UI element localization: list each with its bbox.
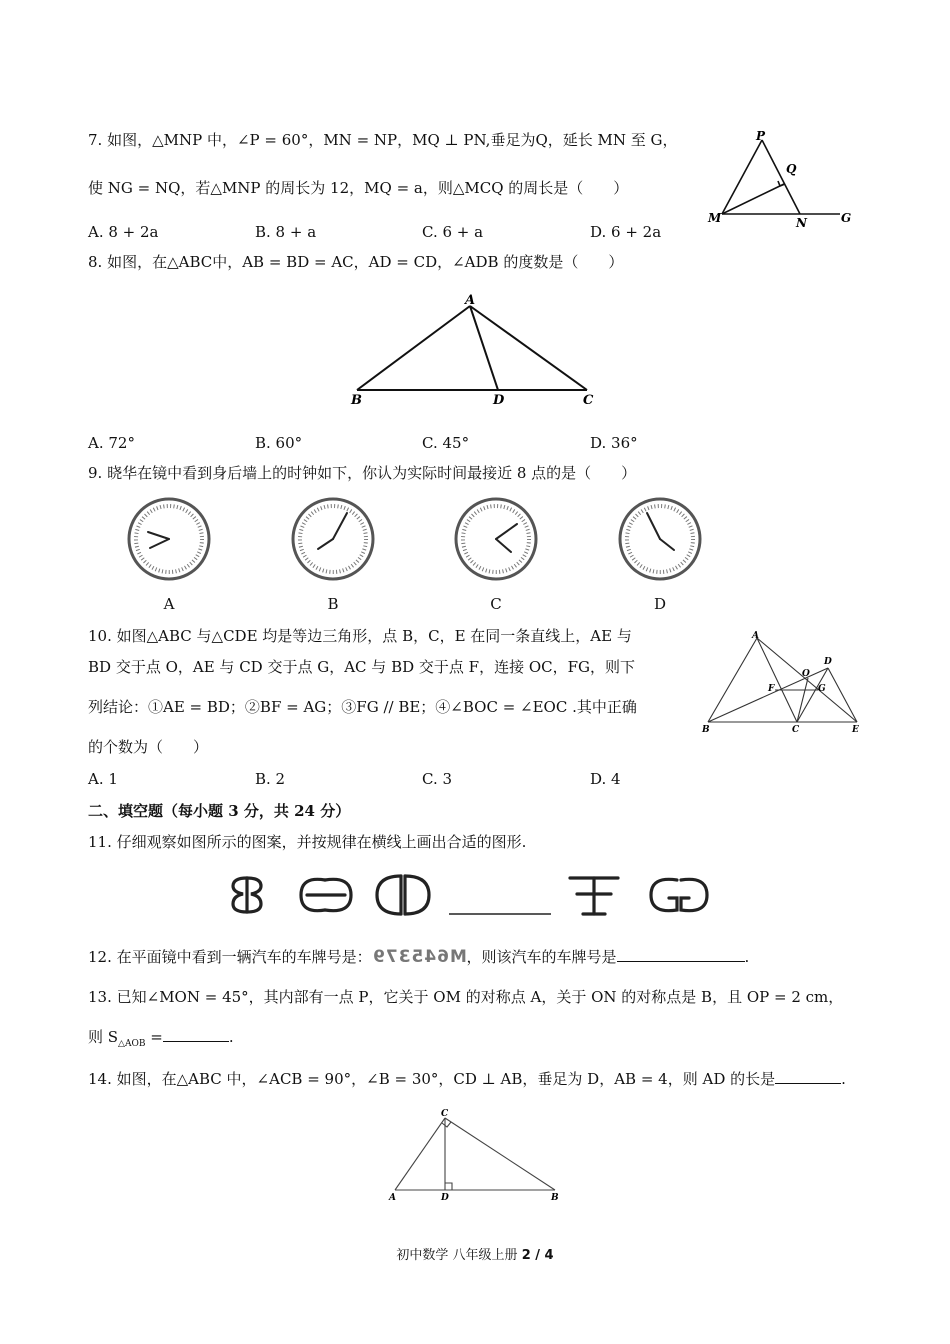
q10-option-c: C. 3 xyxy=(422,770,453,788)
q10-label-g: G xyxy=(818,684,826,694)
q14-label-a: A xyxy=(389,1193,396,1203)
q14-label-d: D xyxy=(441,1193,449,1203)
q14-label-b: B xyxy=(551,1193,559,1203)
q14-answer-blank[interactable] xyxy=(775,1069,841,1084)
q10-label-e: E xyxy=(852,725,859,735)
q7-label-q: Q xyxy=(786,162,797,176)
q7-option-a: A. 8 + 2a xyxy=(88,223,159,241)
q11-line1: 11. 仔细观察如图所示的图案，并按规律在横线上画出合适的图形. xyxy=(88,833,527,851)
q10-line4: 的个数为（ ） xyxy=(88,738,209,756)
q7-label-m: M xyxy=(708,211,722,225)
q8-option-c: C. 45° xyxy=(422,434,470,452)
q13-line2: 则 $S_{\triangle AOB}$ = . xyxy=(88,1028,234,1049)
q8-option-d: D. 36° xyxy=(590,434,638,452)
q10-figure xyxy=(700,628,865,738)
clock-label-a: A xyxy=(163,595,175,613)
footer-page: 2 / 4 xyxy=(521,1248,554,1263)
q13-line1: 13. 已知∠MON = 45°，其内部有一点 P，它关于 OM 的对称点 A，关于 ON 的对称点是 B，且 OP = 2 cm， xyxy=(88,988,844,1006)
q14-text: 14. 如图，在△ABC 中，∠ACB = 90°，∠B = 30°，CD ⊥ AB，垂足为 D，AB = 4，则 AD 的长是 xyxy=(88,1070,776,1088)
q12-pre: 12. 在平面镜中看到一辆汽车的车牌号是： xyxy=(88,948,372,966)
q10-line2: BD 交于点 O，AE 与 CD 交于点 G，AC 与 BD 交于点 F，连接 OC，FG，则下 xyxy=(88,658,635,676)
q8-option-a: A. 72° xyxy=(88,434,135,452)
footer-text: 初中数学 八年级上册 xyxy=(396,1248,518,1263)
q10-line1: 10. 如图△ABC 与△CDE 均是等边三角形，点 B，C，E 在同一条直线上，AE 与 xyxy=(88,627,632,645)
q7-option-b: B. 8 + a xyxy=(255,223,317,241)
q7-option-c: C. 6 + a xyxy=(422,223,484,241)
q10-label-c: C xyxy=(792,725,800,735)
q10-label-f: F xyxy=(768,684,775,694)
q7-line2: 使 NG = NQ，若△MNP 的周长为 12，MQ = a，则△MCQ 的周长是（ ） xyxy=(88,179,629,197)
q9-line1: 9. 晓华在镜中看到身后墙上的时钟如下，你认为实际时间最接近 8 点的是（ ） xyxy=(88,464,637,482)
q8-label-d: D xyxy=(493,393,505,408)
clock-label-d: D xyxy=(653,595,667,613)
q12-answer-blank[interactable] xyxy=(617,947,745,962)
q12-line: 12. 在平面镜中看到一辆汽车的车牌号是：M645379，则该汽车的车牌号是 . xyxy=(88,947,750,967)
q8-label-b: B xyxy=(351,393,362,408)
q13-sub: △AOB xyxy=(118,1039,146,1049)
q12-post: ，则该汽车的车牌号是 xyxy=(466,948,617,966)
page-footer xyxy=(0,1244,950,1263)
q14-line: 14. 如图，在△ABC 中，∠ACB = 90°，∠B = 30°，CD ⊥ AB，垂足为 D，AB = 4，则 AD 的长是 . xyxy=(88,1070,846,1088)
q12-plate: M645379 xyxy=(371,947,467,967)
clock-a xyxy=(126,496,212,582)
q10-label-d: D xyxy=(824,657,832,667)
q14-figure xyxy=(385,1108,565,1203)
q10-label-a: A xyxy=(752,631,759,641)
clock-c xyxy=(453,496,539,582)
q7-option-d: D. 6 + 2a xyxy=(590,223,662,241)
q8-figure xyxy=(345,288,605,413)
q11-pattern xyxy=(225,870,715,920)
section-2-title: 二、填空题（每小题 3 分，共 24 分） xyxy=(88,802,351,820)
q10-option-b: B. 2 xyxy=(255,770,286,788)
q13-s: 则 S xyxy=(88,1028,119,1046)
clock-b xyxy=(290,496,376,582)
q7-figure xyxy=(700,128,860,233)
clock-label-b: B xyxy=(327,595,339,613)
q7-label-g: G xyxy=(841,211,852,225)
clock-label-c: C xyxy=(490,595,502,613)
q10-label-o: O xyxy=(802,669,810,679)
q10-label-b: B xyxy=(702,725,710,735)
q10-option-d: D. 4 xyxy=(590,770,621,788)
q10-option-a: A. 1 xyxy=(88,770,118,788)
q8-line1: 8. 如图，在△ABC中，AB = BD = AC，AD = CD，∠ADB 的度数是（ ） xyxy=(88,253,624,271)
q8-option-b: B. 60° xyxy=(255,434,303,452)
q8-label-c: C xyxy=(583,393,594,408)
q7-label-p: P xyxy=(756,129,766,143)
q8-label-a: A xyxy=(465,293,476,308)
q10-line3: 列结论：①AE = BD；②BF = AG；③FG // BE；④∠BOC = ∠EOC .其中正确 xyxy=(88,698,637,716)
q7-line1: 7. 如图，△MNP 中，∠P = 60°，MN = NP，MQ ⊥ PN,垂足为Q，延长 MN 至 G， xyxy=(88,131,678,149)
q7-label-n: N xyxy=(796,216,807,230)
q13-eq: = xyxy=(145,1028,163,1046)
clock-d xyxy=(617,496,703,582)
q14-label-c: C xyxy=(441,1109,449,1119)
q13-answer-blank[interactable] xyxy=(163,1027,229,1042)
